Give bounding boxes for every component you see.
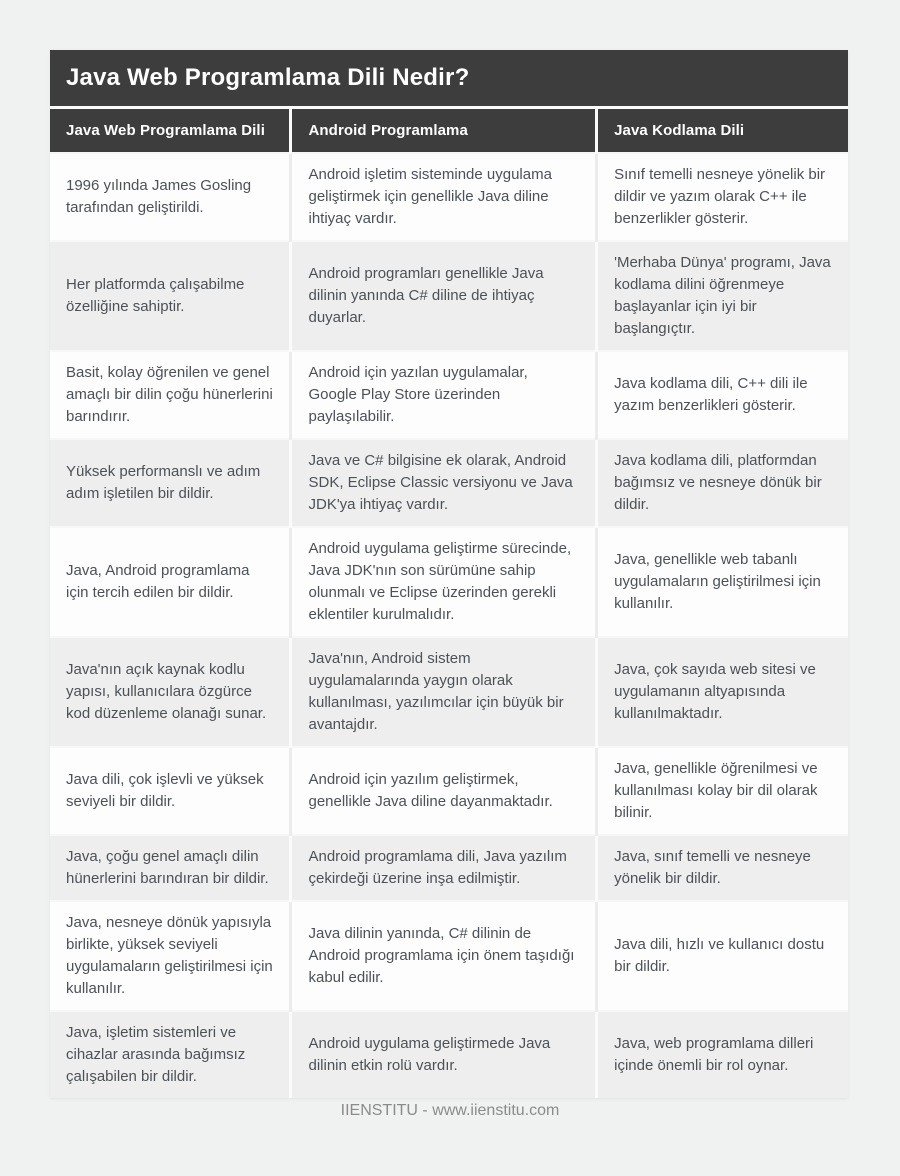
table-cell: Android uygulama geliştirme sürecinde, Java JDK'nın son sürümüne sahip olunmalı ve Eclipse üzerinden gerekli eklentiler kurulmalıdır. (291, 527, 597, 637)
footer-credit: IIENSTITU - www.iienstitu.com (340, 1102, 560, 1119)
table-cell: Java dilinin yanında, C# dilinin de Android programlama için önem taşıdığı kabul edilir. (291, 901, 597, 1011)
table-cell: Basit, kolay öğrenilen ve genel amaçlı bir dilin çoğu hünerlerini barındırır. (50, 351, 291, 439)
table-cell: Android uygulama geliştirmede Java dilinin etkin rolü vardır. (291, 1011, 597, 1098)
table-cell: Java ve C# bilgisine ek olarak, Android SDK, Eclipse Classic versiyonu ve Java JDK'ya ihtiyaç vardır. (291, 439, 597, 527)
comparison-table (50, 109, 848, 1098)
column-header-java-web: Java Web Programlama Dili (50, 109, 291, 153)
table-row (50, 153, 848, 241)
table-cell: Java'nın, Android sistem uygulamalarında yaygın olarak kullanılması, yazılımcılar için büyük bir avantajdır. (291, 637, 597, 747)
table-cell: Java, genellikle öğrenilmesi ve kullanılması kolay bir dil olarak bilinir. (597, 747, 848, 835)
table-row (50, 439, 848, 527)
table-cell: Her platformda çalışabilme özelliğine sahiptir. (50, 241, 291, 351)
table-cell: Yüksek performanslı ve adım adım işletilen bir dildir. (50, 439, 291, 527)
column-header-android: Android Programlama (291, 109, 597, 153)
table-header-row (50, 109, 848, 153)
table-row (50, 835, 848, 901)
table-cell: Java, çoğu genel amaçlı dilin hünerlerini barındıran bir dildir. (50, 835, 291, 901)
table-cell: Android için yazılan uygulamalar, Google Play Store üzerinden paylaşılabilir. (291, 351, 597, 439)
table-row (50, 351, 848, 439)
table-cell: Android için yazılım geliştirmek, genellikle Java diline dayanmaktadır. (291, 747, 597, 835)
table-cell: Java dili, çok işlevli ve yüksek seviyeli bir dildir. (50, 747, 291, 835)
table-cell: Java kodlama dili, C++ dili ile yazım benzerlikleri gösterir. (597, 351, 848, 439)
table-cell: Java, genellikle web tabanlı uygulamaların geliştirilmesi için kullanılır. (597, 527, 848, 637)
table-cell: Java, nesneye dönük yapısıyla birlikte, yüksek seviyeli uygulamaların geliştirilmesi için kullanılır. (50, 901, 291, 1011)
table-row (50, 747, 848, 835)
table-cell: Java, işletim sistemleri ve cihazlar arasında bağımsız çalışabilen bir dildir. (50, 1011, 291, 1098)
table-row (50, 241, 848, 351)
table-cell: Android programları genellikle Java dilinin yanında C# diline de ihtiyaç duyarlar. (291, 241, 597, 351)
table-cell: Java, çok sayıda web sitesi ve uygulamanın altyapısında kullanılmaktadır. (597, 637, 848, 747)
table-cell: Android programlama dili, Java yazılım çekirdeği üzerine inşa edilmiştir. (291, 835, 597, 901)
table-cell: Java, sınıf temelli ve nesneye yönelik bir dildir. (597, 835, 848, 901)
table-cell: Sınıf temelli nesneye yönelik bir dildir ve yazım olarak C++ ile benzerlikler gösterir. (597, 153, 848, 241)
table-body (50, 153, 848, 1098)
table-cell: Java kodlama dili, platformdan bağımsız ve nesneye dönük bir dildir. (597, 439, 848, 527)
info-card (50, 50, 848, 1098)
table-cell: Java dili, hızlı ve kullanıcı dostu bir dildir. (597, 901, 848, 1011)
table-cell: 'Merhaba Dünya' programı, Java kodlama dilini öğrenmeye başlayanlar için iyi bir başlangıçtır. (597, 241, 848, 351)
table-row (50, 527, 848, 637)
table-cell: Java, Android programlama için tercih edilen bir dildir. (50, 527, 291, 637)
column-header-java-kodlama: Java Kodlama Dili (597, 109, 848, 153)
table-row (50, 637, 848, 747)
table-cell: Java'nın açık kaynak kodlu yapısı, kullanıcılara özgürce kod düzenleme olanağı sunar. (50, 637, 291, 747)
table-cell: 1996 yılında James Gosling tarafından geliştirildi. (50, 153, 291, 241)
table-row (50, 1011, 848, 1098)
table-cell: Java, web programlama dilleri içinde önemli bir rol oynar. (597, 1011, 848, 1098)
table-row (50, 901, 848, 1011)
table-cell: Android işletim sisteminde uygulama geliştirmek için genellikle Java diline ihtiyaç vardır. (291, 153, 597, 241)
page-title: Java Web Programlama Dili Nedir? (50, 50, 848, 109)
